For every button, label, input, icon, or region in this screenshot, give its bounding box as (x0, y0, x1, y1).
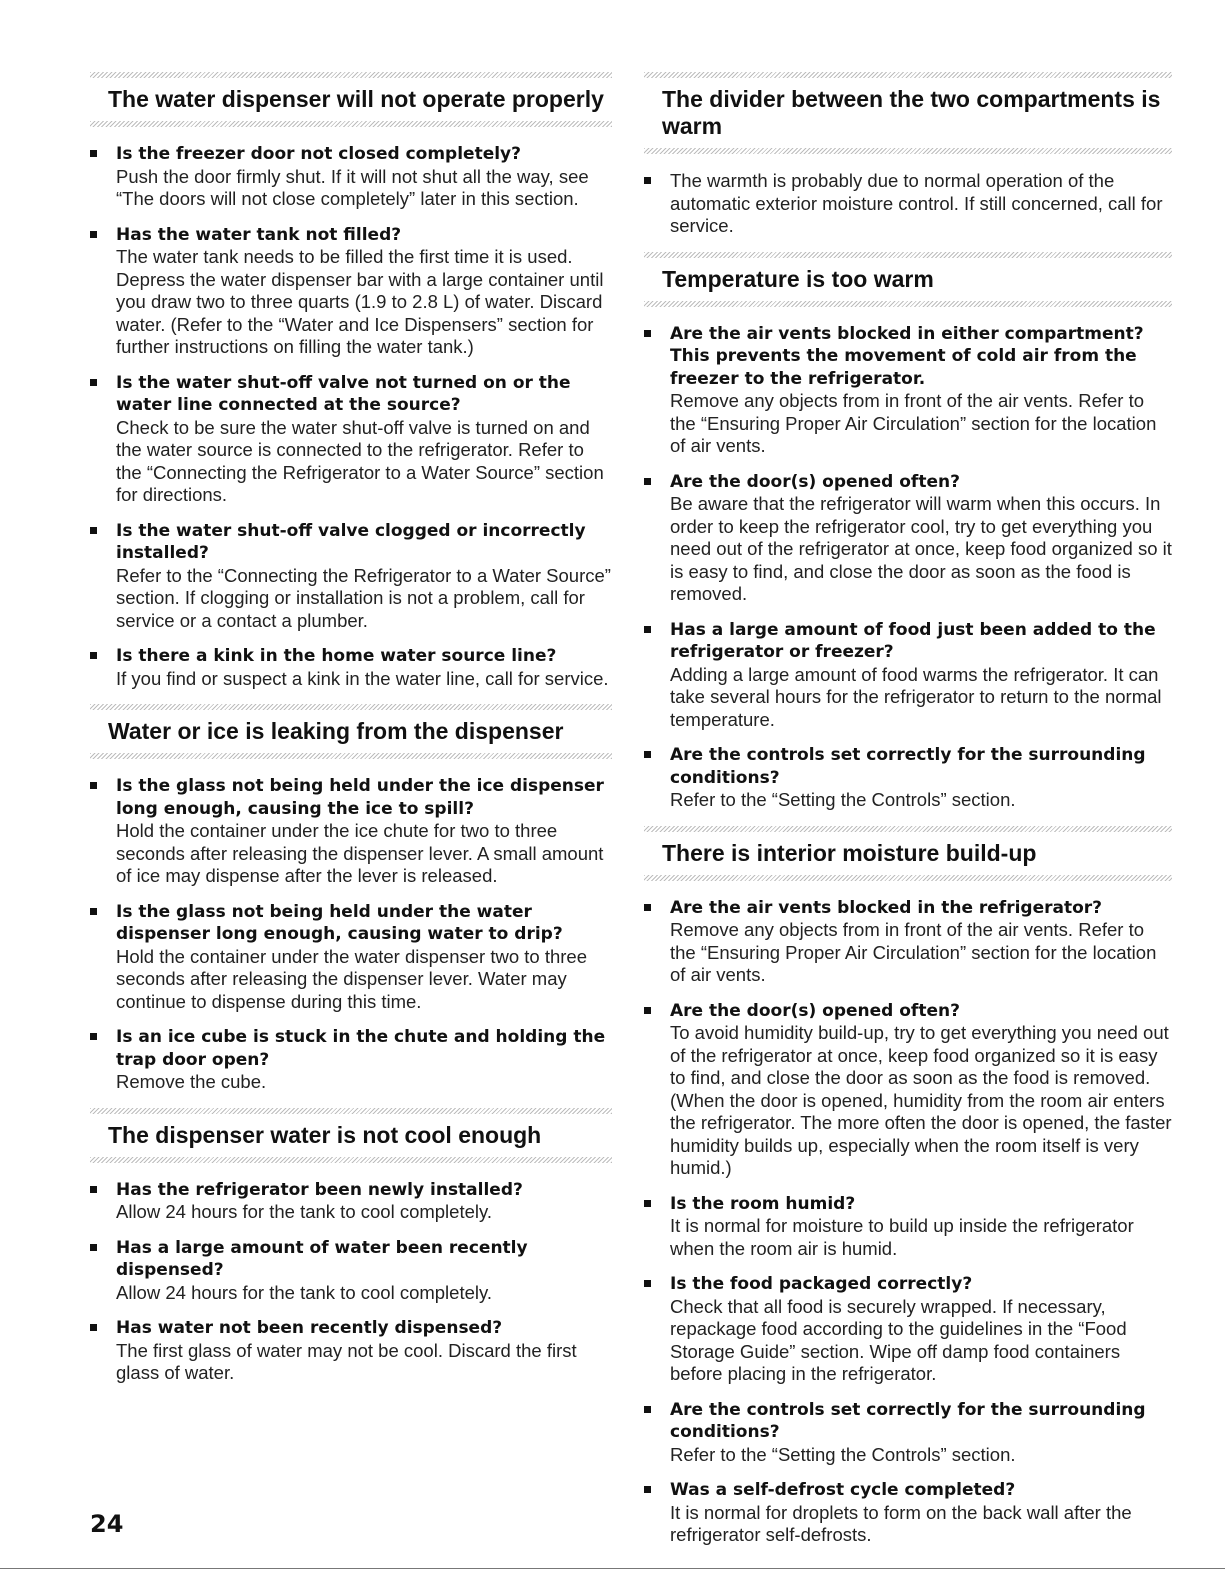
item-question: Was a self-defrost cycle completed? (670, 1480, 1016, 1500)
item-answer: Allow 24 hours for the tank to cool completely. (116, 1201, 493, 1222)
section-title: There is interior moisture build-up (662, 839, 1037, 866)
section-water-dispenser (90, 72, 612, 690)
section-divider (644, 148, 1172, 154)
item-answer: Refer to the “Setting the Controls” section. (670, 1443, 1016, 1465)
list-item (644, 1273, 1172, 1386)
page-bottom-rule (0, 1568, 1225, 1569)
item-question: Has a large amount of water been recently dispensed? (116, 1237, 528, 1280)
item-question: Is the glass not being held under the ice dispenser long enough, causing the ice to spill? (116, 776, 604, 819)
item-answer: Remove any objects from in front of the air vents. Refer to the “Ensuring Proper Air Circulation” section for the location of air vents. (670, 919, 1157, 985)
item-question: Has water not been recently dispensed? (116, 1318, 503, 1338)
troubleshooting-list (90, 1179, 612, 1385)
section-leaking (90, 704, 612, 1094)
square-bullet-icon (644, 330, 651, 337)
square-bullet-icon (90, 1324, 97, 1331)
item-question: Is there a kink in the home water source line? (116, 646, 557, 666)
item-answer: Refer to the “Setting the Controls” section. (670, 789, 1016, 810)
list-item (644, 170, 1172, 238)
list-item (90, 1237, 612, 1305)
list-item (90, 143, 612, 211)
right-column (644, 72, 1172, 1561)
list-item (90, 372, 612, 507)
page-number: 24 (90, 1510, 124, 1538)
item-answer: Allow 24 hours for the tank to cool completely. (116, 1281, 493, 1303)
item-answer: Remove any objects from in front of the air vents. Refer to the “Ensuring Proper Air Circulation” section for the location of air vents. (670, 390, 1157, 456)
square-bullet-icon (90, 527, 97, 534)
item-question: Are the controls set correctly for the surrounding conditions? (670, 1399, 1146, 1442)
section-water-not-cool (90, 1108, 612, 1385)
item-answer: The water tank needs to be filled the first time it is used. Depress the water dispenser bar with a large container until you draw two to three quarts (1.9 to 2.8 L) of water. Discard water. (Refer to the “Water and Ice Dispensers” section for further instructions on filling the water tank.) (116, 246, 604, 357)
section-title: The divider between the two compartments is warm (662, 86, 1161, 139)
square-bullet-icon (644, 626, 651, 633)
item-answer: Check that all food is securely wrapped. If necessary, repackage food according to the guidelines in the “Food Storage Guide” section. Wipe off damp food containers before placing in the refrigerator. (670, 1295, 1127, 1384)
item-question: Are the air vents blocked in the refrigerator? (670, 897, 1103, 918)
list-item (644, 1193, 1172, 1261)
square-bullet-icon (644, 904, 651, 911)
item-question: Has the refrigerator been newly installed? (116, 1179, 523, 1200)
square-bullet-icon (644, 478, 651, 485)
troubleshooting-list (644, 323, 1172, 812)
list-item (644, 619, 1172, 732)
item-question: Are the air vents blocked in either compartment? This prevents the movement of cold air from the freezer to the refrigerator. (670, 323, 1144, 389)
item-question: Are the door(s) opened often? (670, 471, 960, 492)
list-item (90, 645, 612, 690)
item-question: Is the water shut-off valve clogged or incorrectly installed? (116, 520, 586, 563)
section-divider (90, 1108, 612, 1114)
square-bullet-icon (644, 1280, 651, 1287)
item-answer: If you find or suspect a kink in the water line, call for service. (116, 667, 609, 689)
item-answer: To avoid humidity build-up, try to get everything you need out of the refrigerator at once, keep food organized so it is easy to find, and close the door as soon as the food is removed. (When the door is opened, humidity from the room air enters the refrigerator. The more often the door is opened, the faster humidity builds up, especially when the room itself is very humid.) (670, 1022, 1172, 1178)
item-question: Is the glass not being held under the water dispenser long enough, causing water to drip? (116, 901, 563, 944)
item-answer: It is normal for moisture to build up inside the refrigerator when the room air is humid. (670, 1215, 1134, 1259)
square-bullet-icon (90, 1186, 97, 1193)
troubleshooting-list (644, 170, 1172, 238)
list-item (90, 520, 612, 633)
troubleshooting-list (90, 143, 612, 690)
item-answer: The warmth is probably due to normal operation of the automatic exterior moisture control. If still concerned, call for service. (670, 170, 1163, 236)
list-item (90, 901, 612, 1014)
list-item (90, 1317, 612, 1385)
square-bullet-icon (644, 177, 651, 184)
troubleshooting-list (644, 897, 1172, 1547)
item-answer: Hold the container under the ice chute for two to three seconds after releasing the dispenser lever. A small amount of ice may dispense after the lever is released. (116, 820, 604, 886)
square-bullet-icon (90, 1033, 97, 1040)
square-bullet-icon (644, 1200, 651, 1207)
list-item (644, 471, 1172, 606)
square-bullet-icon (90, 782, 97, 789)
section-divider (90, 704, 612, 710)
list-item (644, 1399, 1172, 1467)
item-answer: It is normal for droplets to form on the back wall after the refrigerator self-defrosts. (670, 1501, 1132, 1545)
item-question: Are the controls set correctly for the surrounding conditions? (670, 745, 1146, 788)
section-temperature-warm (644, 252, 1172, 812)
square-bullet-icon (90, 150, 97, 157)
item-question: Are the door(s) opened often? (670, 1000, 960, 1021)
list-item (90, 775, 612, 888)
section-divider (90, 1157, 612, 1163)
square-bullet-icon (90, 379, 97, 386)
item-question: Is the water shut-off valve not turned on or the water line connected at the source? (116, 372, 571, 415)
section-title: Water or ice is leaking from the dispenser (108, 718, 564, 744)
list-item (644, 744, 1172, 812)
section-moisture-buildup (644, 826, 1172, 1547)
square-bullet-icon (90, 231, 97, 238)
square-bullet-icon (644, 1406, 651, 1413)
list-item (644, 897, 1172, 987)
left-column (90, 72, 612, 1399)
item-question: Has the water tank not filled? (116, 224, 402, 245)
square-bullet-icon (644, 751, 651, 758)
item-answer: Adding a large amount of food warms the refrigerator. It can take several hours for the refrigerator to return to the normal temperature. (670, 663, 1162, 730)
item-question: Has a large amount of food just been added to the refrigerator or freezer? (670, 619, 1156, 662)
section-divider (90, 72, 612, 78)
section-divider (644, 72, 1172, 78)
item-answer: Push the door firmly shut. If it will not shut all the way, see “The doors will not close completely” later in this section. (116, 165, 589, 209)
item-answer: Be aware that the refrigerator will warm when this occurs. In order to keep the refrigerator cool, try to get everything you need out of the refrigerator at once, keep food organized so it is easy to find, and close the door as soon as the food is removed. (670, 493, 1172, 604)
square-bullet-icon (644, 1486, 651, 1493)
item-answer: Check to be sure the water shut-off valve is turned on and the water source is connected to the refrigerator. Refer to the “Connecting the Refrigerator to a Water Source” section for directions. (116, 416, 604, 505)
item-question: Is the room humid? (670, 1193, 856, 1214)
item-answer: Refer to the “Connecting the Refrigerator to a Water Source” section. If clogging or installation is not a problem, call for service or a contact a plumber. (116, 564, 611, 631)
list-item (644, 1000, 1172, 1180)
list-item (90, 1179, 612, 1224)
square-bullet-icon (90, 652, 97, 659)
item-question: Is an ice cube is stuck in the chute and holding the trap door open? (116, 1027, 606, 1070)
square-bullet-icon (90, 908, 97, 915)
section-divider (90, 753, 612, 759)
section-divider (644, 875, 1172, 881)
section-title: The dispenser water is not cool enough (108, 1121, 542, 1148)
troubleshooting-list (90, 775, 612, 1094)
section-title: Temperature is too warm (662, 265, 934, 292)
section-divider-warm (644, 72, 1172, 238)
item-question: Is the freezer door not closed completely? (116, 144, 522, 164)
list-item (644, 1479, 1172, 1547)
section-divider (644, 301, 1172, 307)
item-question: Is the food packaged correctly? (670, 1274, 973, 1294)
section-title: The water dispenser will not operate properly (108, 86, 604, 112)
item-answer: Remove the cube. (116, 1071, 267, 1092)
square-bullet-icon (644, 1007, 651, 1014)
item-answer: The first glass of water may not be cool. Discard the first glass of water. (116, 1339, 577, 1383)
item-answer: Hold the container under the water dispenser two to three seconds after releasing the dispenser lever. Water may continue to dispense during this time. (116, 945, 588, 1012)
list-item (90, 1026, 612, 1094)
section-divider (90, 121, 612, 127)
square-bullet-icon (90, 1244, 97, 1251)
list-item (90, 224, 612, 359)
section-divider (644, 252, 1172, 258)
section-divider (644, 826, 1172, 832)
list-item (644, 323, 1172, 458)
